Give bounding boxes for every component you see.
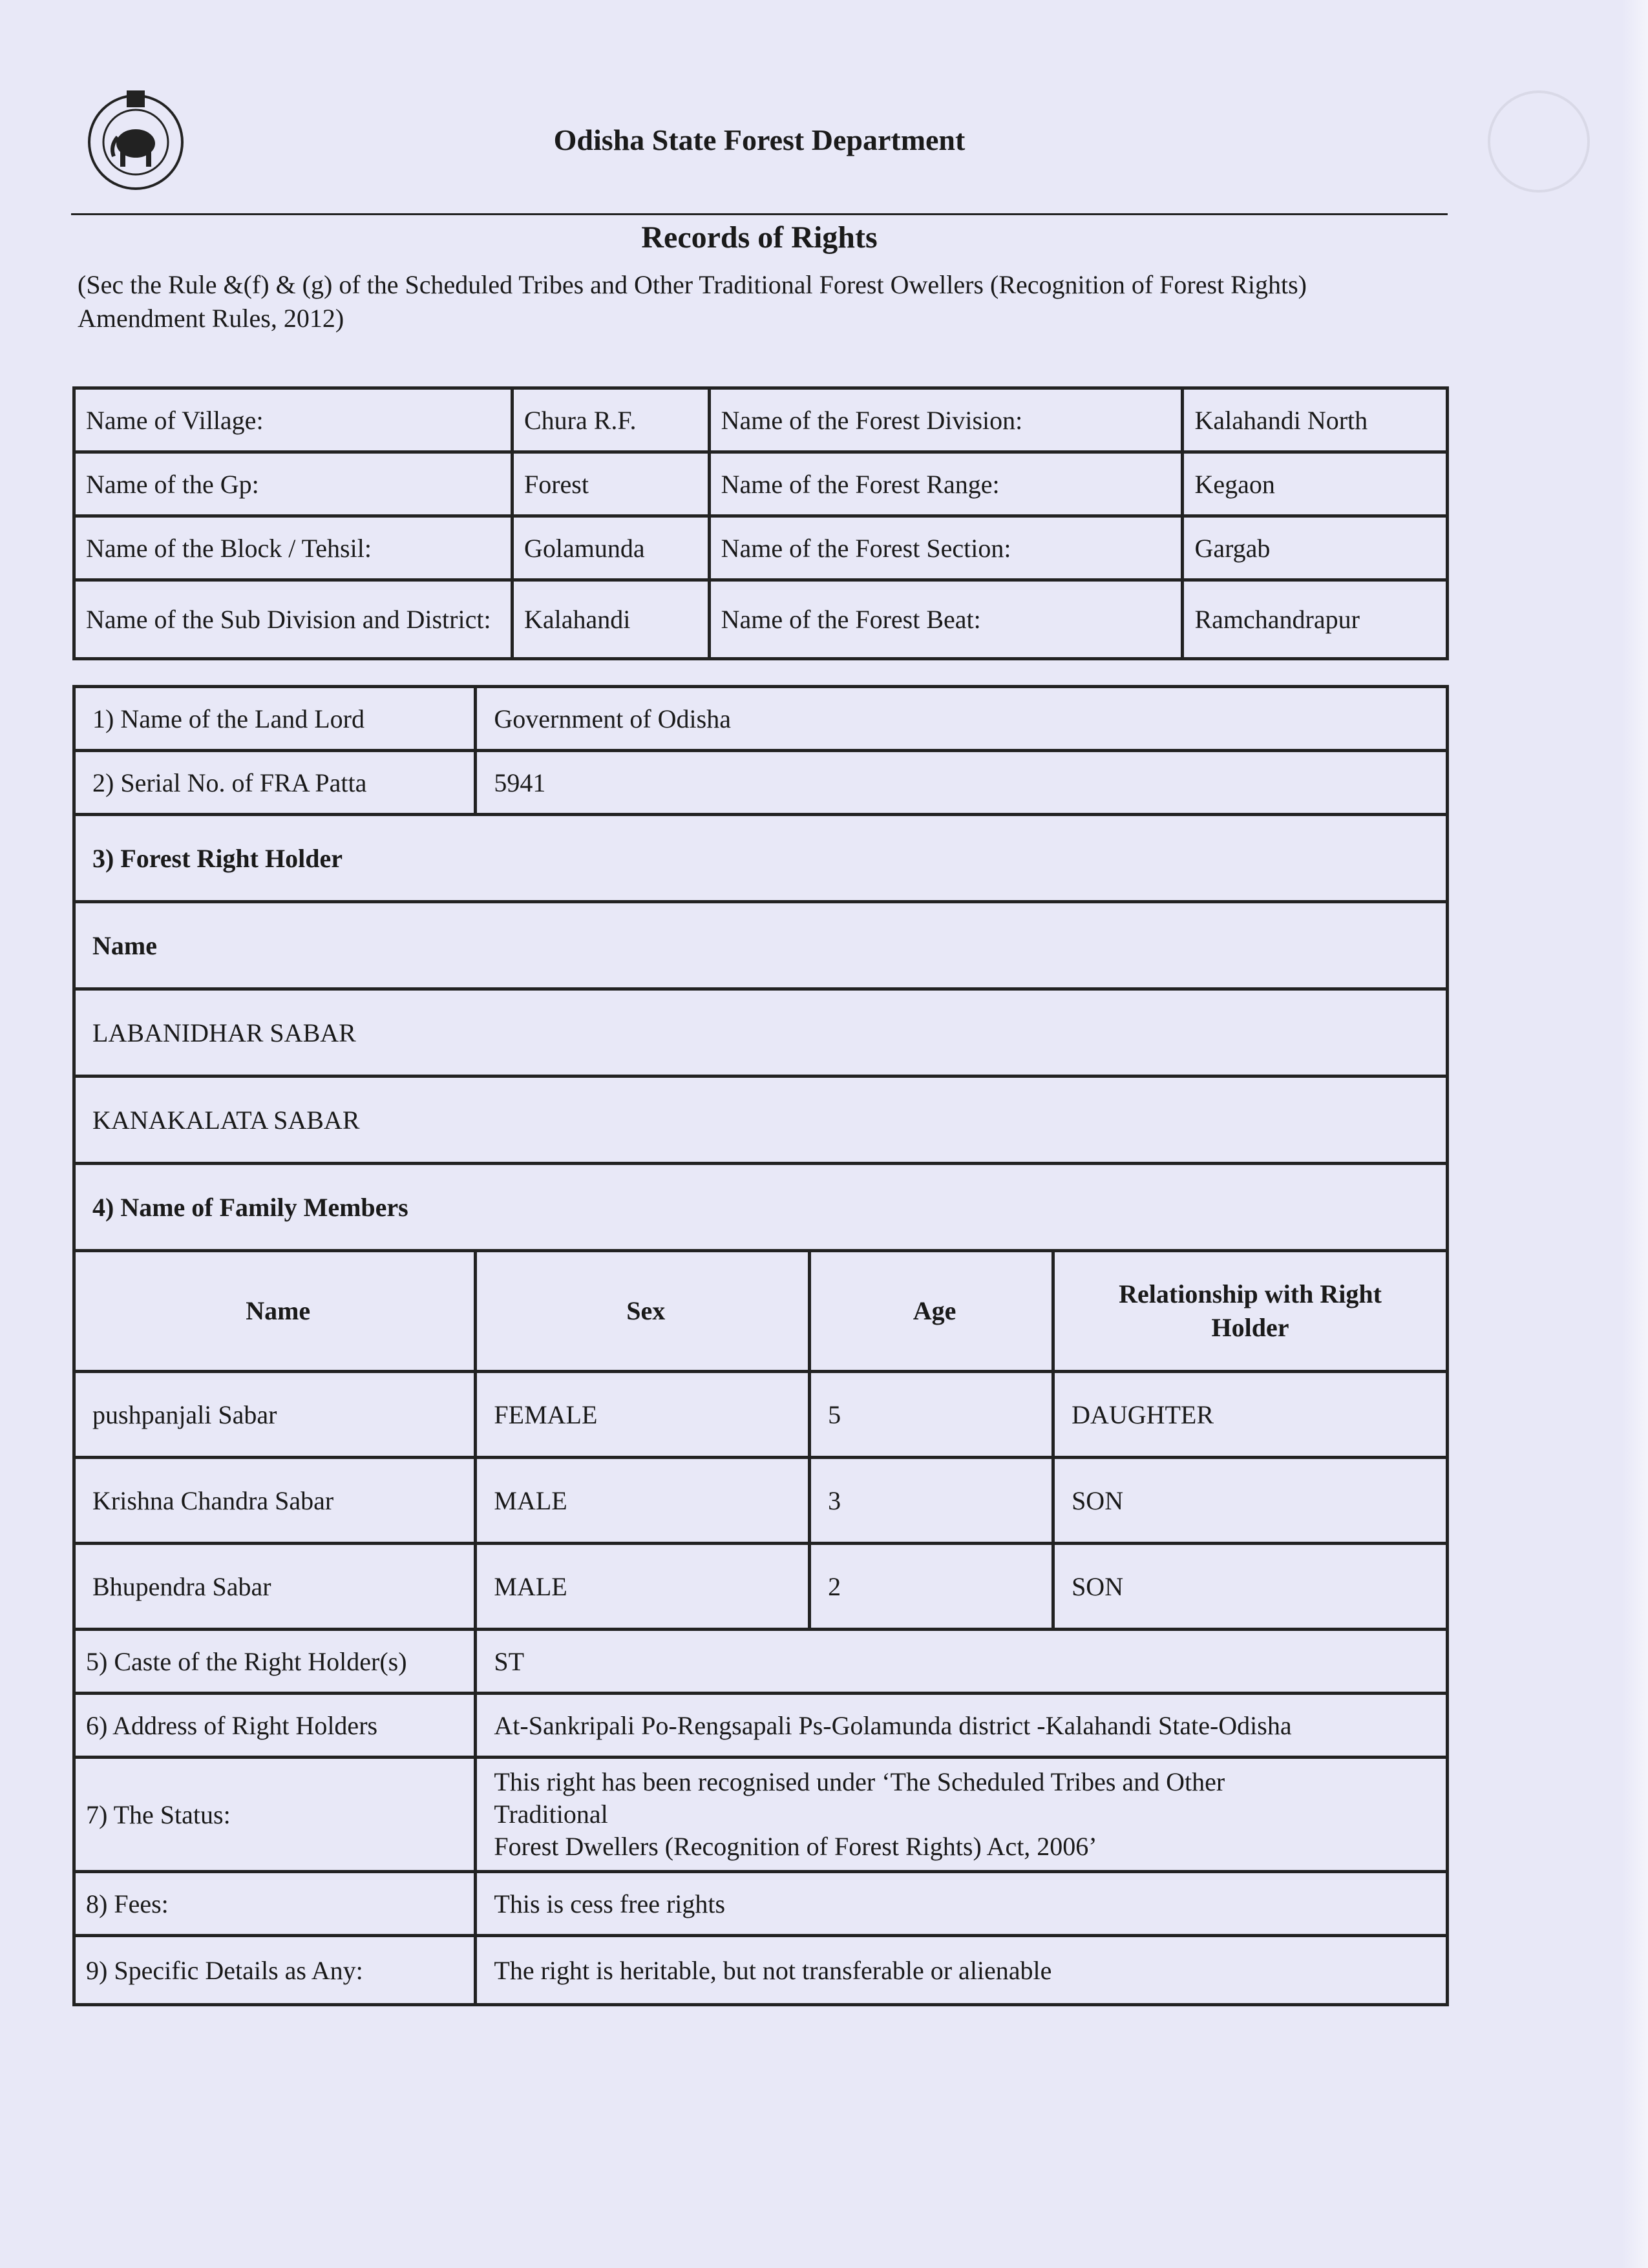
status-line: Forest Dwellers (Recognition of Forest Rights) Act, 2006’ bbox=[494, 1832, 1097, 1861]
status-line: Traditional bbox=[494, 1800, 608, 1829]
fees-value: This is cess free rights bbox=[476, 1872, 1448, 1936]
table-row bbox=[74, 516, 1448, 580]
paper-edge bbox=[1622, 0, 1648, 2268]
table-row bbox=[74, 1544, 1448, 1630]
patta-label: 2) Serial No. of FRA Patta bbox=[74, 751, 476, 815]
status-value bbox=[476, 1758, 1448, 1872]
member-name: pushpanjali Sabar bbox=[74, 1372, 476, 1458]
table-row bbox=[74, 1630, 1448, 1694]
member-relation: SON bbox=[1053, 1544, 1448, 1630]
member-sex: FEMALE bbox=[476, 1372, 810, 1458]
forest-range-label: Name of the Forest Range: bbox=[709, 452, 1183, 516]
table-row bbox=[74, 1872, 1448, 1936]
rule-reference: (Sec the Rule &(f) & (g) of the Scheduled Tribes and Other Traditional Forest Owellers (Recognition of Forest Rights) Amendment Rules, 2012) bbox=[78, 270, 1307, 333]
forest-right-holder-heading: 3) Forest Right Holder bbox=[74, 815, 1448, 902]
column-header-age: Age bbox=[810, 1251, 1053, 1372]
member-name: Bhupendra Sabar bbox=[74, 1544, 476, 1630]
table-row bbox=[74, 751, 1448, 815]
specific-details-label: 9) Specific Details as Any: bbox=[74, 1936, 476, 2005]
member-relation: DAUGHTER bbox=[1053, 1372, 1448, 1458]
sub-division-district-value: Kalahandi bbox=[512, 580, 709, 659]
member-age: 5 bbox=[810, 1372, 1053, 1458]
column-header-relationship: Relationship with Right Holder bbox=[1053, 1251, 1448, 1372]
forest-beat-value: Ramchandrapur bbox=[1183, 580, 1448, 659]
table-row bbox=[74, 1694, 1448, 1758]
forest-range-value: Kegaon bbox=[1183, 452, 1448, 516]
column-header-name: Name bbox=[74, 1251, 476, 1372]
forest-division-label: Name of the Forest Division: bbox=[709, 388, 1183, 452]
sub-division-district-label: Name of the Sub Division and District: bbox=[74, 580, 512, 659]
member-age: 2 bbox=[810, 1544, 1053, 1630]
status-line: This right has been recognised under ‘The Scheduled Tribes and Other bbox=[494, 1767, 1225, 1796]
forest-section-label: Name of the Forest Section: bbox=[709, 516, 1183, 580]
table-row bbox=[74, 989, 1448, 1076]
holder-name: LABANIDHAR SABAR bbox=[74, 989, 1448, 1076]
caste-value: ST bbox=[476, 1630, 1448, 1694]
gp-label: Name of the Gp: bbox=[74, 452, 512, 516]
block-tehsil-value: Golamunda bbox=[512, 516, 709, 580]
member-age: 3 bbox=[810, 1458, 1053, 1544]
member-sex: MALE bbox=[476, 1544, 810, 1630]
holder-name-heading: Name bbox=[74, 902, 1448, 989]
table-row bbox=[74, 1164, 1448, 1251]
document-title: Records of Rights bbox=[641, 220, 878, 255]
village-value: Chura R.F. bbox=[512, 388, 709, 452]
table-row bbox=[74, 388, 1448, 452]
family-members-heading: 4) Name of Family Members bbox=[74, 1164, 1448, 1251]
table-row bbox=[74, 1758, 1448, 1872]
table-row bbox=[74, 1458, 1448, 1544]
table-row bbox=[74, 815, 1448, 902]
rights-record-table bbox=[72, 685, 1449, 2006]
forest-division-value: Kalahandi North bbox=[1183, 388, 1448, 452]
address-label: 6) Address of Right Holders bbox=[74, 1694, 476, 1758]
table-row bbox=[74, 452, 1448, 516]
member-sex: MALE bbox=[476, 1458, 810, 1544]
status-label: 7) The Status: bbox=[74, 1758, 476, 1872]
location-table bbox=[72, 386, 1449, 660]
table-row bbox=[74, 902, 1448, 989]
caste-label: 5) Caste of the Right Holder(s) bbox=[74, 1630, 476, 1694]
fees-label: 8) Fees: bbox=[74, 1872, 476, 1936]
table-row bbox=[74, 580, 1448, 659]
land-lord-label: 1) Name of the Land Lord bbox=[74, 687, 476, 751]
forest-section-value: Gargab bbox=[1183, 516, 1448, 580]
member-relation: SON bbox=[1053, 1458, 1448, 1544]
land-lord-value: Government of Odisha bbox=[476, 687, 1448, 751]
forest-beat-label: Name of the Forest Beat: bbox=[709, 580, 1183, 659]
table-header-row bbox=[74, 1251, 1448, 1372]
column-header-sex: Sex bbox=[476, 1251, 810, 1372]
specific-details-value: The right is heritable, but not transferable or alienable bbox=[476, 1936, 1448, 2005]
member-name: Krishna Chandra Sabar bbox=[74, 1458, 476, 1544]
table-row bbox=[74, 1936, 1448, 2005]
address-value: At-Sankripali Po-Rengsapali Ps-Golamunda district -Kalahandi State-Odisha bbox=[476, 1694, 1448, 1758]
table-row bbox=[74, 1076, 1448, 1164]
block-tehsil-label: Name of the Block / Tehsil: bbox=[74, 516, 512, 580]
table-row bbox=[74, 1372, 1448, 1458]
table-row bbox=[74, 687, 1448, 751]
header-divider bbox=[71, 213, 1448, 215]
gp-value: Forest bbox=[512, 452, 709, 516]
village-label: Name of Village: bbox=[74, 388, 512, 452]
patta-value: 5941 bbox=[476, 751, 1448, 815]
holder-name: KANAKALATA SABAR bbox=[74, 1076, 1448, 1164]
department-name: Odisha State Forest Department bbox=[553, 123, 966, 156]
